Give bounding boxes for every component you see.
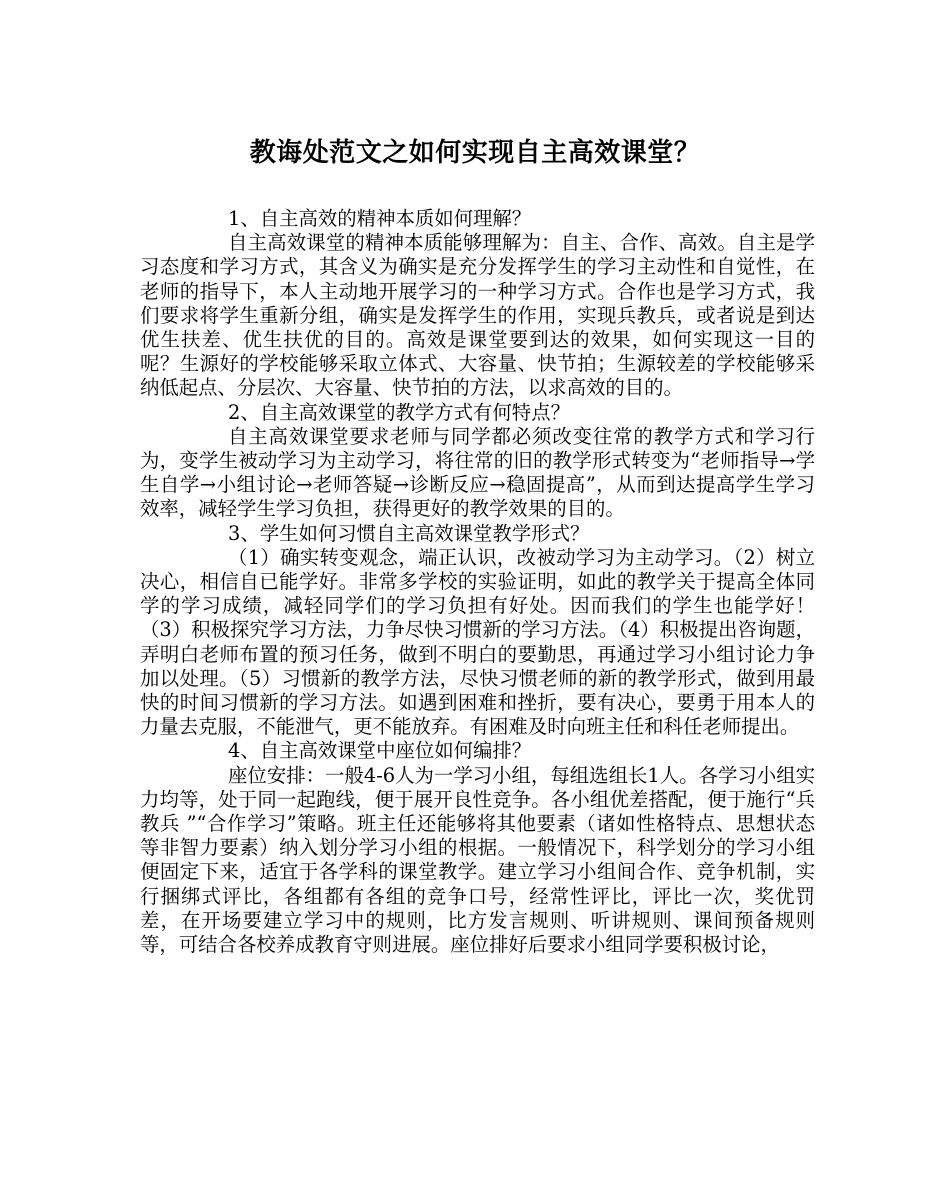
section-2-heading: 2、自主高效课堂的教学方式有何特点？ <box>228 400 570 424</box>
section-3-paragraph: （1）确实转变观念，端正认识，改被动学习为主动学习。（2）树立决心，相信自已能学好。非常多学校的实验证明，如此的教学关于提高全体同学的学习成绩，减轻同学们的学习负担有好处。因而我们的学生也能学好！（3）积极探究学习方法，力争尽快习惯新的学习方法。（4）积极提出咨询题，弄明白老师布置的预习任务，做到不明白的要勤思，再通过学习小组讨论力争加以处理。（5）习惯新的教学方法，尽快习惯老师的新的教学形式，做到用最快的时间习惯新的学习方法。如遇到困难和挫折，要有决心，要勇于用本人的力量去克服，不能泄气，更不能放弃。有困难及时向班主任和科任老师提出。 <box>140 545 815 739</box>
document-title: 教诲处范文之如何实现自主高效课堂？ <box>249 138 701 168</box>
section-3-heading: 3、学生如何习惯自主高效课堂教学形式？ <box>228 521 590 545</box>
section-4-paragraph: 座位安排：一般4-6人为一学习小组，每组选组长1人。各学习小组实力均等，处于同一起跑线，便于展开良性竞争。各小组优差搭配，便于施行“兵教兵 ”“合作学习”策略。班主任还能够将其他要素（诸如性格特点、思想状态等非智力要素）纳入划分学习小组的根据。一般情况下，科学划分的学习小组便固定下来，适宜于各学科的课堂教学。建立学习小组间合作、竞争机制，实行捆绑式评比，各组都有各组的竞争口号，经常性评比，评比一次，奖优罚差，在开场要建立学习中的规则，比方发言规则、听讲规则、课间预备规则等，可结合各校养成教育守则进展。座位排好后要求小组同学要积极讨论， <box>140 763 815 957</box>
section-2-paragraph: 自主高效课堂要求老师与同学都必须改变往常的教学方式和学习行为，变学生被动学习为主动学习，将往常的旧的教学形式转变为“老师指导→学生自学→小组讨论→老师答疑→诊断反应→稳固提高”，从而到达提高学生学习效率，减轻学生学习负担，获得更好的教学效果的目的。 <box>140 424 815 521</box>
section-1-heading: 1、自主高效的精神本质如何理解？ <box>228 207 532 230</box>
document-body <box>140 207 815 957</box>
section-4-heading: 4、自主高效课堂中座位如何编排？ <box>228 739 532 763</box>
section-1-paragraph: 自主高效课堂的精神本质能够理解为：自主、合作、高效。自主是学习态度和学习方式，其含义为确实是充分发挥学生的学习主动性和自觉性，在老师的指导下，本人主动地开展学习的一种学习方式。合作也是学习方式，我们要求将学生重新分组，确实是发挥学生的作用，实现兵教兵，或者说是到达优生扶差、优生扶优的目的。高效是课堂要到达的效果，如何实现这一目的呢？生源好的学校能够采取立体式、大容量、快节拍；生源较差的学校能够采纳低起点、分层次、大容量、快节拍的方法，以求高效的目的。 <box>140 231 815 400</box>
